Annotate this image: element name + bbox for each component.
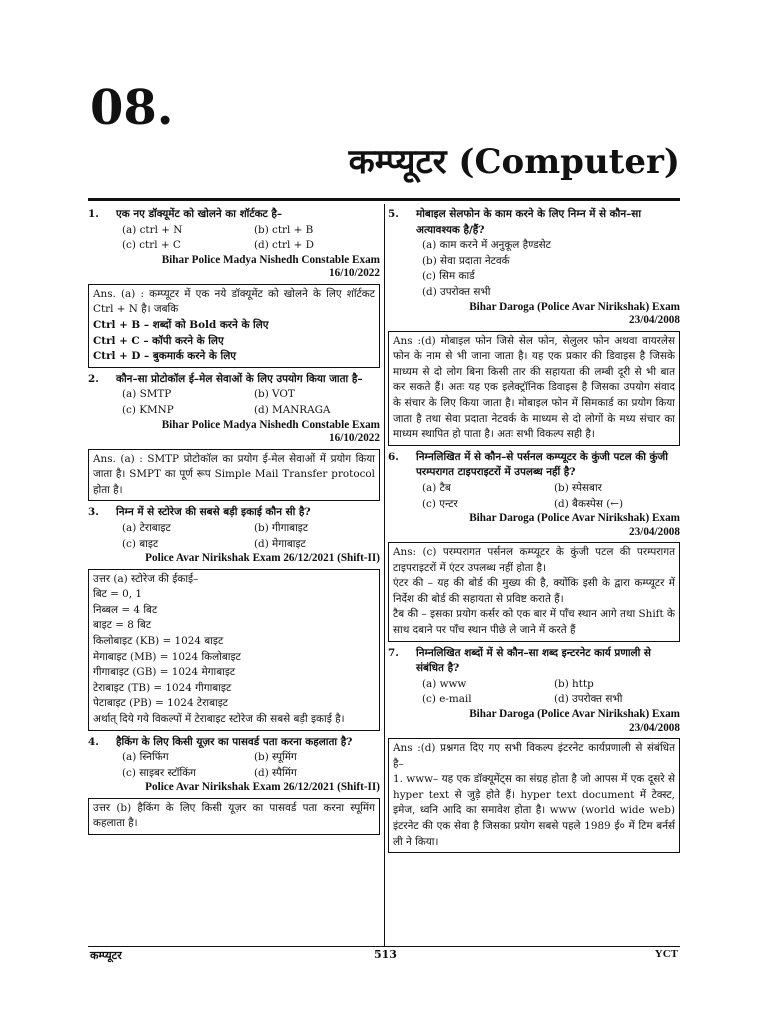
answer-text: उत्तर (b) हैकिंग के लिए किसी यूज़र का पासवर्ड पता करना स्पूमिंग कहलाता है।: [93, 801, 375, 830]
options: [88, 223, 380, 254]
exam-date: 16/10/2022: [329, 432, 380, 445]
option-a: (a) ctrl + N: [122, 223, 183, 236]
options: [88, 521, 380, 552]
answer-text: Ans. (a) : कम्प्यूटर में एक नये डॉक्यूमेंट को खोलने के लिए शॉर्टकट Ctrl + N है। जबकि: [93, 287, 375, 316]
chapter-title: कम्प्यूटर (Computer): [348, 142, 680, 182]
option-a: (a) टैब: [422, 481, 451, 494]
question-4: [88, 735, 380, 751]
option-a: (a) www: [422, 677, 467, 690]
answer-line: पेटाबाइट (PB) = 1024 टेराबाइट: [93, 697, 229, 710]
answer-line: उत्तर (a) स्टोरेज की ईकाई–: [93, 572, 199, 585]
question-number: 5.: [388, 208, 399, 220]
answer-line: मेगाबाइट (MB) = 1024 किलोबाइट: [93, 650, 241, 663]
exam-date: 16/10/2022: [329, 267, 380, 280]
option-b: (b) गीगाबाइट: [254, 521, 309, 534]
question-text: एक नए डॉक्यूमेंट को खोलने का शॉर्टकट है–: [116, 208, 283, 220]
option-b: (b) स्पूमिंग: [254, 751, 297, 764]
question-text: कौन–सा प्रोटोकॉल ई–मेल सेवाओं के लिए उपयोग किया जाता है–: [116, 372, 363, 385]
left-column: [88, 206, 380, 839]
exam-source: Bihar Daroga (Police Avar Nirikshak) Exam: [469, 512, 680, 525]
option-d: (d) MANRAGA: [254, 403, 331, 416]
question-3: [88, 505, 380, 521]
option-c: (c) ctrl + C: [122, 239, 181, 252]
answer-box: [388, 542, 680, 642]
option-a: (a) SMTP: [122, 388, 172, 401]
answer-box: [388, 738, 680, 853]
option-a: (a) काम करने में अनुकूल हैण्डसेट: [422, 239, 551, 252]
options: [88, 387, 380, 418]
answer-line: अर्थात् दिये गये विकल्पों में टेराबाइट स्टोरेज की सबसे बड़ी इकाई है।: [93, 712, 345, 725]
option-d: (d) मेगाबाइट: [254, 537, 306, 550]
option-c: (c) सिम कार्ड: [422, 270, 475, 283]
title-rule: [88, 198, 680, 201]
answer-text: Ans :(d) मोबाइल फोन जिसे सेल फोन, सेलुलर फोन अथवा वायरलेस फोन के नाम से भी जाना जाता है। यह एक प्रकार की डिवाइस है जिसके माध्यम से दो लोग बिना किसी तार की सहायता की लम्बी दूरी से भी बात कर सकते हैं। अतः यह एक इलेक्ट्रॉनिक डिवाइस है जिसका उपयोग संवाद के संचार के लिए किया जाता है। मोबाइल फोन में सिमकार्ड का प्रयोग किया जाता है तथा सेवा प्रदाता नेटवर्क के माध्यम से दो लोगों के मध्य संचार का माध्यम स्थापित हो पाता है। अतः सभी विकल्प सही है।: [393, 334, 675, 441]
answer-line: Ans: (c) परम्परागत पर्सनल कम्प्यूटर के कुंजी पटल की परम्परागत टाइपराइटरों में एंटर उपलब्ध नहीं होता है।: [393, 546, 675, 574]
question-text: निम्न में से स्टोरेज की सबसे बड़ी इकाई कौन सी है?: [116, 506, 311, 519]
options: [88, 750, 380, 781]
question-6: [388, 450, 680, 481]
option-c: (c) e-mail: [422, 693, 472, 706]
option-d: (d) उपरोक्त सभी: [554, 693, 623, 706]
footer-rule: [88, 946, 680, 947]
option-b: (b) स्पेसबार: [554, 481, 602, 494]
options: [388, 677, 680, 708]
exam-source: Bihar Police Madya Nishedh Constable Exam: [161, 253, 380, 266]
option-b: (b) http: [554, 677, 594, 690]
answer-box: [88, 569, 380, 731]
answer-box: [388, 331, 680, 446]
question-number: 3.: [88, 506, 99, 519]
publisher-mark: YCT: [654, 948, 678, 960]
exam-date: 23/04/2008: [629, 525, 680, 538]
answer-line: Ctrl + D – बुकमार्क करने के लिए: [93, 350, 236, 363]
exam-source: Bihar Daroga (Police Avar Nirikshak) Exam: [469, 300, 680, 313]
exam-source: Police Avar Nirikshak Exam 26/12/2021 (Shift-II): [145, 781, 380, 794]
question-number: 4.: [88, 735, 99, 748]
question-number: 1.: [88, 208, 99, 220]
chapter-number: 08.: [90, 80, 174, 136]
question-5: [388, 207, 680, 238]
exam-source: Bihar Daroga (Police Avar Nirikshak) Exam: [469, 708, 680, 721]
question-2: [88, 372, 380, 388]
option-d: (d) ctrl + D: [254, 239, 314, 252]
option-d: (d) बैकस्पेस (←): [554, 497, 624, 510]
answer-line: किलोबाइट (KB) = 1024 बाइट: [93, 634, 224, 647]
question-text: हैकिंग के लिए किसी यूज़र का पासवर्ड पता करना कहलाता है?: [116, 735, 353, 748]
option-c: (c) साइबर स्टॉकिंग: [122, 766, 197, 779]
options: [388, 481, 680, 512]
answer-line: बिट = 0, 1: [93, 588, 143, 601]
option-a: (a) टेराबाइट: [122, 521, 171, 534]
answer-line: बाइट = 8 बिट: [93, 619, 152, 632]
question-text: मोबाइल सेलफोन के काम करने के लिए निम्न में से कौन–सा अत्यावश्यक है/हैं?: [416, 208, 642, 236]
answer-text: Ans. (a) : SMTP प्रोटोकॉल का प्रयोग ई-मेल सेवाओं में प्रयोग किया जाता है। SMPT का पूर्ण रूप Simple Mail Transfer protocol होता है।: [93, 452, 375, 496]
page-number: 513: [374, 948, 397, 961]
answer-line: Ctrl + B – शब्दों को Bold करने के लिए: [93, 318, 269, 331]
option-b: (b) VOT: [254, 388, 295, 401]
answer-line: गीगाबाइट (GB) = 1024 मेगाबाइट: [93, 666, 236, 679]
exam-source: Police Avar Nirikshak Exam 26/12/2021 (Shift-II): [145, 552, 380, 565]
question-1: [88, 207, 380, 223]
exam-source: Bihar Police Madya Nishedh Constable Exam: [161, 418, 380, 431]
option-c: (c) KMNP: [122, 403, 174, 416]
question-number: 6.: [388, 450, 399, 463]
option-d: (d) उपरोक्त सभी: [422, 285, 491, 298]
options: [388, 238, 680, 300]
answer-line: एंटर की – यह की बोर्ड की मुख्य की है, क्योंकि इसी के द्वारा कम्प्यूटर में निर्देश की बोर्ड की सहायता से प्रविष्ट कराते हैं।: [393, 577, 675, 605]
footer-subject: कम्प्यूटर: [90, 949, 122, 962]
option-a: (a) स्निफिंग: [122, 751, 169, 764]
option-d: (d) स्पैमिंग: [254, 766, 297, 779]
exam-date: 23/04/2008: [629, 314, 680, 327]
option-b: (b) ctrl + B: [254, 223, 314, 236]
answer-line: निब्बल = 4 बिट: [93, 603, 158, 616]
question-number: 7.: [388, 646, 399, 659]
right-column: [388, 206, 680, 857]
question-text: निम्नलिखित में से कौन–से पर्सनल कम्प्यूटर के कुंजी पटल की कुंजी परम्परागत टाइपराइटरों में उपलब्ध नहीं है?: [416, 450, 668, 479]
answer-line: Ans :(d) प्रश्नगत दिए गए सभी विकल्प इंटरनेट कार्यप्रणाली से संबंधित है–: [393, 742, 675, 770]
answer-line: टेराबाइट (TB) = 1024 गीगाबाइट: [93, 681, 232, 694]
answer-line: 1. www– यह एक डॉक्यूमेंट्स का संग्रह होता है जो आपस में एक दूसरे से hyper text से जुड़े होते हैं। hyper text document में टेक्स्ट, इमेज, ध्वनि आदि का समावेश होता है। www (world wide web) इंटरनेट की एक सेवा है जिसका प्रयोग सबसे पहले 1989 ई० में टिम बर्नर्स ली ने किया।: [393, 773, 675, 848]
exam-date: 23/04/2008: [629, 721, 680, 734]
question-7: [388, 646, 680, 677]
option-c: (c) एन्टर: [422, 497, 458, 510]
answer-box: [88, 284, 380, 368]
option-b: (b) सेवा प्रदाता नेटवर्क: [422, 254, 510, 267]
option-c: (c) बाइट: [122, 537, 159, 550]
question-number: 2.: [88, 372, 99, 385]
column-divider: [384, 204, 385, 946]
answer-box: [88, 798, 380, 835]
question-text: निम्नलिखित शब्दों में से कौन–सा शब्द इन्टरनेट कार्य प्रणाली से संबंधित है?: [416, 646, 651, 675]
answer-box: [88, 449, 380, 502]
answer-line: Ctrl + C – कॉपी करने के लिए: [93, 334, 224, 347]
answer-line: टैब की – इसका प्रयोग कर्सर को एक बार में पाँच स्थान आगे तथा Shift के साथ दबाने पर पाँच स्थान पीछे ले जाने में करते हैं: [393, 608, 675, 637]
